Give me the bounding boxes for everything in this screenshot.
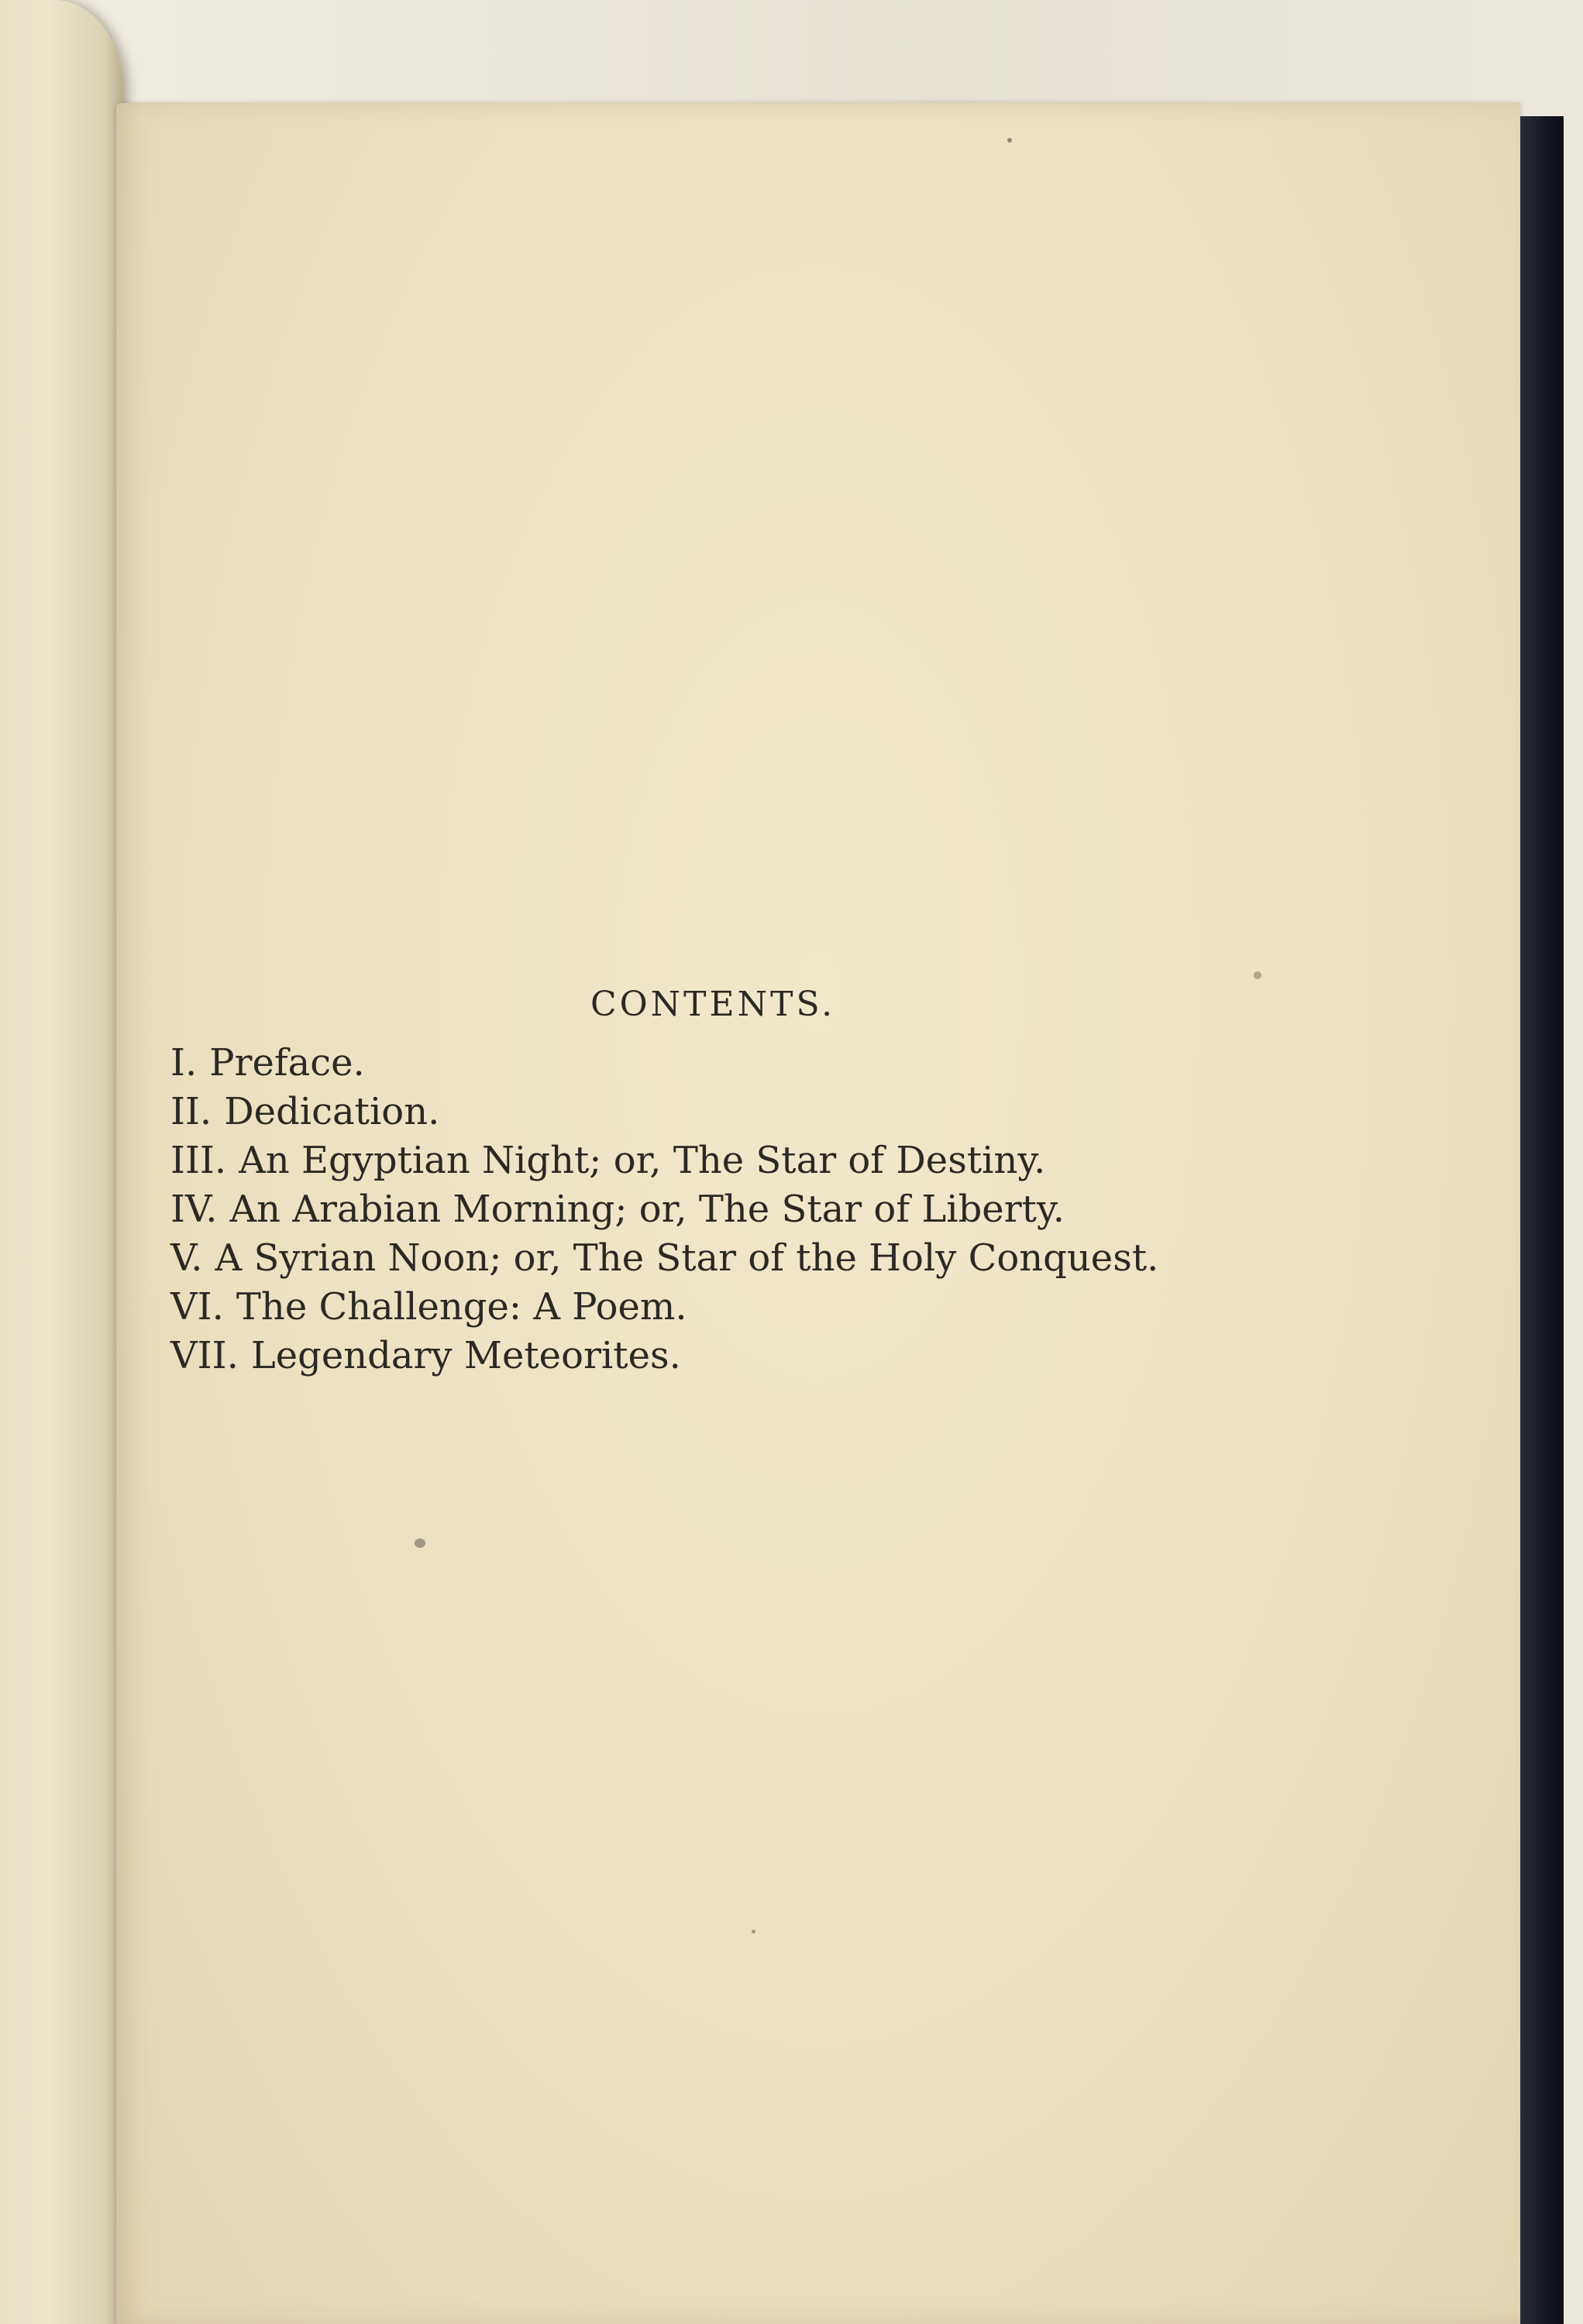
entry-title: Preface. — [209, 1041, 365, 1085]
entry-title: An Egyptian Night; or, The Star of Destiny. — [239, 1139, 1046, 1182]
contents-entry-1 — [170, 1039, 1317, 1088]
contents-list — [170, 1039, 1317, 1380]
paper-spot — [415, 1538, 425, 1548]
entry-title: Legendary Meteorites. — [250, 1334, 681, 1377]
left-page-edge — [0, 0, 124, 2324]
entry-number: IV. — [170, 1188, 218, 1231]
entry-number: I. — [170, 1041, 198, 1085]
paper-spot — [752, 1930, 755, 1934]
contents-entry-2 — [170, 1088, 1317, 1136]
entry-number: V. — [170, 1236, 203, 1280]
contents-entry-6 — [170, 1283, 1317, 1332]
entry-title: A Syrian Noon; or, The Star of the Holy Conquest. — [215, 1236, 1159, 1280]
entry-title: An Arabian Morning; or, The Star of Liberty. — [229, 1188, 1065, 1231]
contents-entry-4 — [170, 1185, 1317, 1234]
contents-entry-7 — [170, 1332, 1317, 1380]
contents-entry-3 — [170, 1136, 1317, 1185]
book-cover-edge — [1519, 116, 1564, 2324]
table-of-contents — [170, 980, 1317, 1380]
entry-number: III. — [170, 1139, 227, 1182]
contents-heading: CONTENTS. — [590, 985, 836, 1024]
entry-number: II. — [170, 1090, 212, 1133]
entry-number: VII. — [170, 1334, 239, 1377]
entry-title: Dedication. — [224, 1090, 440, 1133]
paper-spot — [1254, 971, 1261, 979]
paper-spot — [1007, 138, 1012, 143]
entry-number: VI. — [170, 1285, 224, 1329]
entry-title: The Challenge: A Poem. — [236, 1285, 687, 1329]
contents-entry-5 — [170, 1234, 1317, 1283]
